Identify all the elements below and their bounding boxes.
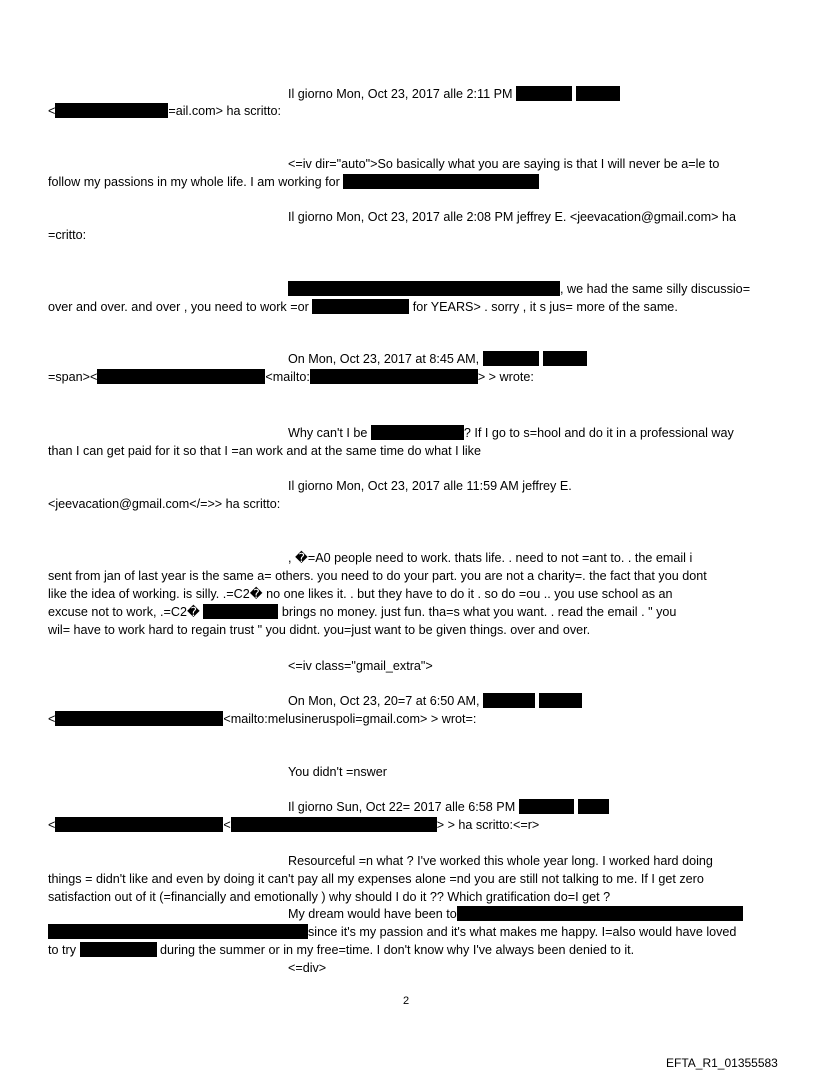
- line-text-after-redaction: during the summer or in my free=time. I don't know why I've always been denied to it.: [156, 943, 635, 957]
- line-text: <jeevacation@gmail.com</=>> ha scritto:: [48, 497, 281, 511]
- line-text: than I can get paid for it so that I =an work and at the same time do what I like: [48, 444, 481, 458]
- page-number: 2: [403, 995, 410, 1007]
- redaction-box: [55, 711, 223, 726]
- document-id: EFTA_R1_01355583: [666, 1056, 778, 1070]
- line-text: <: [48, 818, 56, 832]
- email-line: [288, 799, 609, 815]
- email-line: [48, 227, 86, 243]
- line-text: Il giorno Mon, Oct 23, 2017 alle 11:59 AM jeffrey E.: [288, 479, 572, 493]
- line-text: sent from jan of last year is the same a= others. you need to do your part. you are not a charity=. the fact that you dont: [48, 569, 707, 583]
- line-text: =span><: [48, 370, 98, 384]
- line-text: Il giorno Mon, Oct 23, 2017 alle 2:08 PM jeffrey E. <jeevacation@gmail.com> ha: [288, 210, 736, 224]
- line-text: satisfaction out of it (=financially and emotionally ) why should I do it ?? Which gratification do=I get ?: [48, 890, 611, 904]
- redaction-box: [343, 174, 539, 189]
- email-line: [48, 871, 704, 887]
- redaction-box: [55, 103, 168, 118]
- line-text-after-redaction: =ail.com> ha scritto:: [168, 104, 282, 118]
- line-text: You didn't =nswer: [288, 765, 387, 779]
- email-line: [48, 711, 476, 727]
- line-text: <=iv dir="auto">So basically what you are saying is that I will never be a=le to: [288, 157, 720, 171]
- line-text-after-redaction: <mailto:: [265, 370, 310, 384]
- email-line: [288, 853, 713, 869]
- email-line: [288, 478, 572, 494]
- line-text: excuse not to work, .=C2�: [48, 605, 204, 619]
- line-text-after-redaction: <mailto:melusineruspoli=gmail.com> > wrot=:: [223, 712, 477, 726]
- email-line: [288, 550, 692, 566]
- line-text-end: > > ha scritto:<=r>: [436, 818, 540, 832]
- email-line: [288, 425, 734, 441]
- line-text: Il giorno Mon, Oct 23, 2017 alle 2:11 PM: [288, 87, 516, 101]
- redaction-box: [80, 942, 157, 957]
- line-text: over and over. and over , you need to work =or: [48, 300, 313, 314]
- email-line: [48, 622, 590, 638]
- redaction-box: [483, 351, 539, 366]
- email-line: [48, 299, 678, 315]
- email-line: [48, 586, 673, 602]
- email-line: [48, 496, 280, 512]
- email-line: [48, 443, 481, 459]
- line-text: <=iv class="gmail_extra">: [288, 659, 433, 673]
- email-line: [288, 960, 326, 976]
- line-text: like the idea of working. is silly. .=C2� no one likes it. . but they have to do it . so do =ou .. you use school as an: [48, 587, 673, 601]
- email-line: [288, 156, 719, 172]
- redaction-box: [48, 924, 308, 939]
- line-text-after-redaction: <: [223, 818, 231, 832]
- line-text-after-redaction: ? If I go to s=hool and do it in a professional way: [463, 426, 734, 440]
- line-text: <=div>: [288, 961, 327, 975]
- redaction-box: [55, 817, 223, 832]
- line-text-after-redaction: since it's my passion and it's what makes me happy. I=also would have loved: [308, 925, 737, 939]
- line-text: Resourceful =n what ? I've worked this whole year long. I worked hard doing: [288, 854, 713, 868]
- email-line: [288, 658, 433, 674]
- redaction-box: [97, 369, 265, 384]
- email-line: [288, 351, 587, 367]
- email-line: [48, 942, 634, 958]
- line-text: Il giorno Sun, Oct 22= 2017 alle 6:58 PM: [288, 800, 519, 814]
- line-text: My dream would have been to: [288, 907, 457, 921]
- email-line: [48, 369, 534, 385]
- email-line: [48, 568, 707, 584]
- redaction-box: [457, 906, 743, 921]
- redaction-box: [288, 281, 560, 296]
- redaction-box: [231, 817, 437, 832]
- redaction-box: [310, 369, 478, 384]
- redaction-box: [483, 693, 535, 708]
- redaction-box: [539, 693, 582, 708]
- redaction-box: [516, 86, 572, 101]
- line-text: On Mon, Oct 23, 2017 at 8:45 AM,: [288, 352, 483, 366]
- line-text: <: [48, 712, 56, 726]
- email-line: [48, 604, 676, 620]
- redaction-box: [371, 425, 464, 440]
- line-text-after-redaction: brings no money. just fun. tha=s what you want. . read the email . " you: [278, 605, 677, 619]
- email-line: [288, 86, 620, 102]
- email-line: [288, 281, 750, 297]
- redaction-box: [576, 86, 620, 101]
- line-text: things = didn't like and even by doing it can't pay all my expenses alone =nd you are still not talking to me. If I get zero: [48, 872, 704, 886]
- email-line: [48, 174, 539, 190]
- email-line: [288, 209, 736, 225]
- redaction-box: [543, 351, 587, 366]
- line-text-end: > > wrote:: [477, 370, 534, 384]
- email-line: [288, 693, 582, 709]
- redaction-box: [519, 799, 574, 814]
- redaction-box: [312, 299, 409, 314]
- email-line: [48, 924, 736, 940]
- line-text: Why can't I be: [288, 426, 371, 440]
- email-line: [288, 906, 743, 922]
- line-text-after-redaction: for YEARS> . sorry , it s jus= more of the same.: [409, 300, 678, 314]
- line-text: follow my passions in my whole life. I am working for: [48, 175, 344, 189]
- line-text: to try: [48, 943, 80, 957]
- line-text: =critto:: [48, 228, 87, 242]
- line-text: On Mon, Oct 23, 20=7 at 6:50 AM,: [288, 694, 483, 708]
- email-line: [48, 817, 539, 833]
- line-text: wil= have to work hard to regain trust " you didnt. you=just want to be given things. over and over.: [48, 623, 591, 637]
- redaction-box: [203, 604, 278, 619]
- email-line: [48, 103, 281, 119]
- line-text: , �=A0 people need to work. thats life. . need to not =ant to. . the email i: [288, 551, 693, 565]
- line-text-after-redaction: , we had the same silly discussio=: [560, 282, 751, 296]
- line-text: <: [48, 104, 56, 118]
- redaction-box: [578, 799, 609, 814]
- email-line: [48, 889, 610, 905]
- email-line: [288, 764, 387, 780]
